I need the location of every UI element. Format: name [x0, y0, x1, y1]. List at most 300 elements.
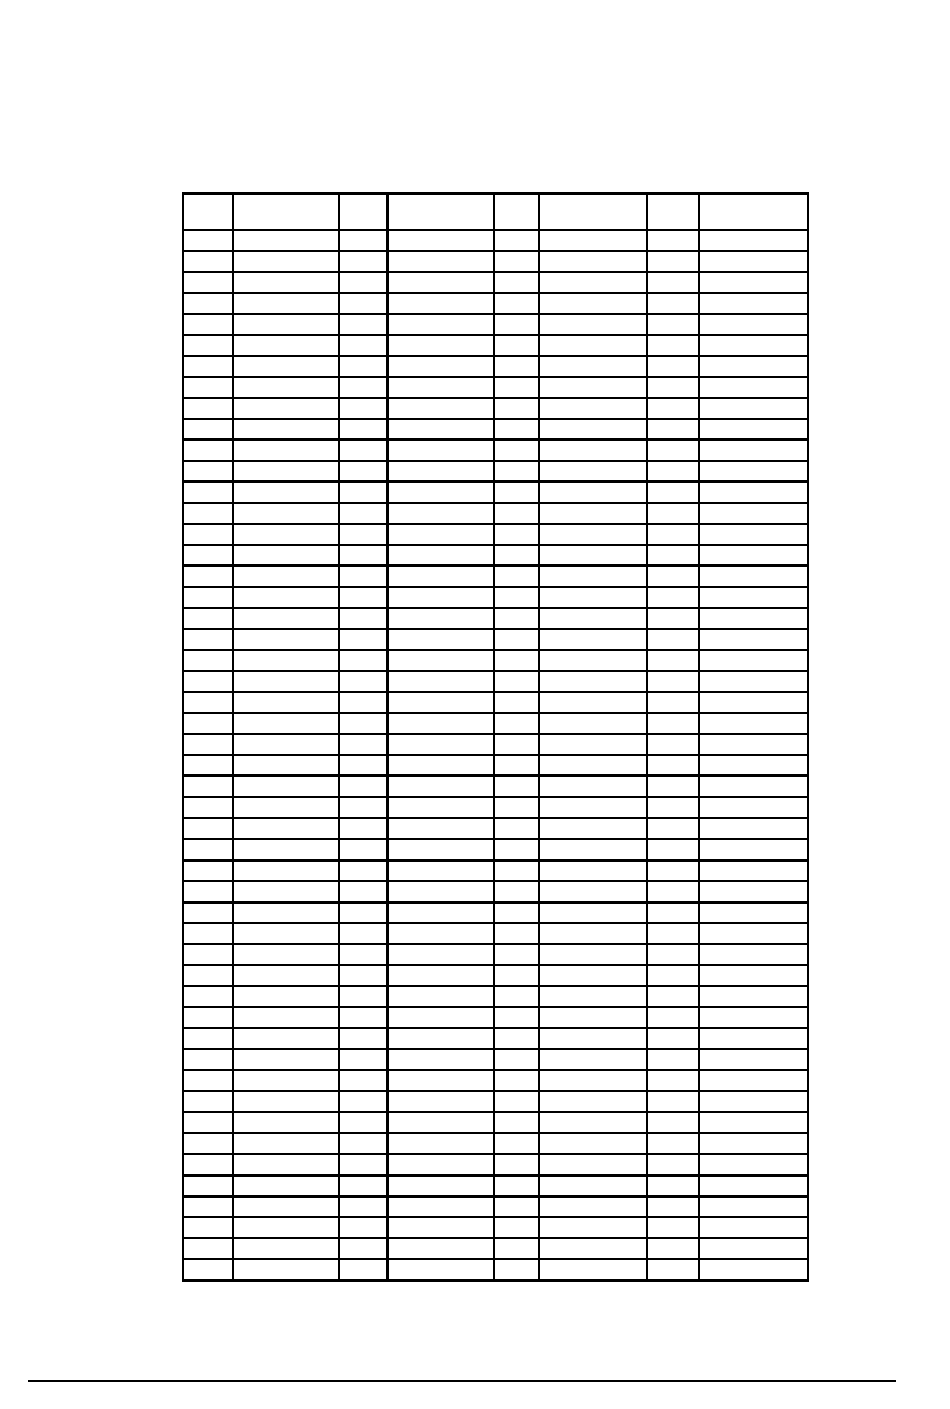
table-cell [539, 587, 647, 608]
table-cell [387, 1196, 494, 1217]
table-cell [387, 776, 494, 797]
table-cell [339, 608, 387, 629]
table-cell [647, 944, 699, 965]
table-cell [387, 1238, 494, 1259]
table-cell [699, 1196, 808, 1217]
table-cell [539, 461, 647, 482]
table-row [183, 1049, 808, 1070]
table-cell [539, 965, 647, 986]
table-cell [647, 251, 699, 272]
table-row [183, 986, 808, 1007]
table-cell [539, 1154, 647, 1175]
table-cell [699, 419, 808, 440]
table-cell [647, 398, 699, 419]
table-cell [494, 1217, 539, 1238]
table-cell [387, 650, 494, 671]
table-row [183, 734, 808, 755]
table-cell [699, 545, 808, 566]
table-cell [539, 545, 647, 566]
table-cell [699, 734, 808, 755]
table-cell [233, 608, 339, 629]
table-cell [183, 1196, 233, 1217]
table-cell [647, 755, 699, 776]
table-row [183, 1133, 808, 1154]
table-cell [183, 503, 233, 524]
table-cell [494, 503, 539, 524]
table-cell [387, 818, 494, 839]
table-row [183, 587, 808, 608]
table-cell [387, 1154, 494, 1175]
table-cell [339, 293, 387, 314]
table-cell [494, 230, 539, 251]
table-cell [494, 965, 539, 986]
table-cell [233, 587, 339, 608]
table-cell [387, 944, 494, 965]
table-cell [494, 944, 539, 965]
table-cell [647, 1154, 699, 1175]
table-cell [494, 671, 539, 692]
table-cell [183, 1133, 233, 1154]
table-row [183, 251, 808, 272]
table-cell [387, 251, 494, 272]
table-cell [339, 566, 387, 587]
table-cell [183, 566, 233, 587]
table-cell [339, 986, 387, 1007]
table-cell [494, 1259, 539, 1280]
table-cell [539, 566, 647, 587]
table-cell [647, 608, 699, 629]
table-cell [233, 440, 339, 461]
table-cell [647, 1238, 699, 1259]
table-cell [699, 1091, 808, 1112]
table-cell [233, 314, 339, 335]
table-cell [183, 1154, 233, 1175]
table-cell [647, 419, 699, 440]
table-cell [647, 314, 699, 335]
table-cell [339, 1154, 387, 1175]
table-cell [647, 734, 699, 755]
table-cell [183, 1217, 233, 1238]
table-cell [494, 1028, 539, 1049]
table-cell [387, 545, 494, 566]
table-cell [387, 881, 494, 902]
table-row [183, 629, 808, 650]
table-cell [339, 1112, 387, 1133]
table-cell [183, 398, 233, 419]
table-cell [339, 272, 387, 293]
table-cell [539, 356, 647, 377]
table-row [183, 902, 808, 923]
table-cell [183, 1259, 233, 1280]
table-cell [647, 818, 699, 839]
table-cell [494, 419, 539, 440]
table-row [183, 1091, 808, 1112]
table-cell [539, 230, 647, 251]
table-cell [183, 671, 233, 692]
table-cell [233, 1217, 339, 1238]
table-cell [647, 566, 699, 587]
table-cell [339, 902, 387, 923]
table-cell [233, 566, 339, 587]
table-cell [699, 1259, 808, 1280]
table-cell [183, 776, 233, 797]
table-cell [494, 1070, 539, 1091]
table-cell [699, 230, 808, 251]
table-cell [699, 1112, 808, 1133]
table-cell [647, 1049, 699, 1070]
table-cell [233, 713, 339, 734]
table-cell [647, 440, 699, 461]
table-cell [699, 713, 808, 734]
table-row [183, 293, 808, 314]
table-row [183, 755, 808, 776]
table-row [183, 608, 808, 629]
table-cell [183, 419, 233, 440]
table-cell [387, 692, 494, 713]
table-cell [699, 776, 808, 797]
table-cell [539, 860, 647, 881]
table-row [183, 1007, 808, 1028]
table-cell [387, 986, 494, 1007]
table-cell [233, 839, 339, 860]
table-cell [233, 1154, 339, 1175]
table-cell [699, 377, 808, 398]
table-cell [699, 965, 808, 986]
table-cell [183, 1112, 233, 1133]
table-cell [183, 629, 233, 650]
table-cell [233, 818, 339, 839]
table-cell [233, 1175, 339, 1196]
table-cell [183, 650, 233, 671]
table-cell [699, 1133, 808, 1154]
table-cell [699, 881, 808, 902]
table-cell [699, 986, 808, 1007]
table-cell [387, 419, 494, 440]
table-cell [183, 1070, 233, 1091]
table-cell [339, 398, 387, 419]
table-cell [387, 356, 494, 377]
table-cell [233, 629, 339, 650]
table-cell [339, 818, 387, 839]
table-row [183, 1217, 808, 1238]
table-cell [339, 755, 387, 776]
table-cell [699, 818, 808, 839]
table-cell [183, 482, 233, 503]
table-cell [233, 356, 339, 377]
table-cell [233, 251, 339, 272]
table-cell [339, 1007, 387, 1028]
table-cell [387, 1112, 494, 1133]
table-cell [339, 629, 387, 650]
table-cell [647, 377, 699, 398]
table-row [183, 335, 808, 356]
table-cell [494, 461, 539, 482]
table-cell [183, 545, 233, 566]
table-cell [339, 545, 387, 566]
table-cell [647, 650, 699, 671]
table-cell [699, 1154, 808, 1175]
table-cell [387, 923, 494, 944]
table-cell [494, 923, 539, 944]
table-cell [647, 1070, 699, 1091]
table-cell [339, 335, 387, 356]
table-cell [233, 377, 339, 398]
table-cell [494, 1238, 539, 1259]
table-cell [647, 1259, 699, 1280]
table-cell [233, 755, 339, 776]
table-row [183, 839, 808, 860]
table-cell [233, 398, 339, 419]
table-cell [183, 230, 233, 251]
table-row [183, 272, 808, 293]
table-cell [699, 566, 808, 587]
table-cell [494, 1175, 539, 1196]
table-cell [647, 293, 699, 314]
table-cell [339, 860, 387, 881]
table-cell [387, 293, 494, 314]
table-cell [233, 461, 339, 482]
table-cell [183, 923, 233, 944]
table-cell [494, 839, 539, 860]
table-cell [494, 1112, 539, 1133]
table-cell [647, 545, 699, 566]
table-row [183, 713, 808, 734]
table-cell [647, 1091, 699, 1112]
table-cell [339, 356, 387, 377]
table-cell [233, 419, 339, 440]
table-cell [233, 776, 339, 797]
table-cell [183, 1049, 233, 1070]
table-cell [233, 902, 339, 923]
table-cell [647, 965, 699, 986]
table-cell [539, 1238, 647, 1259]
table-row [183, 524, 808, 545]
table-cell [339, 314, 387, 335]
table-row [183, 461, 808, 482]
table-cell [387, 713, 494, 734]
table-cell [494, 755, 539, 776]
table-cell [647, 1133, 699, 1154]
table-row [183, 1175, 808, 1196]
table-cell [539, 923, 647, 944]
table-cell [339, 1217, 387, 1238]
table-cell [387, 524, 494, 545]
table-cell [183, 902, 233, 923]
table-body [183, 194, 808, 1281]
table-cell [183, 335, 233, 356]
table-cell [539, 1007, 647, 1028]
table-cell [339, 461, 387, 482]
table-cell [387, 377, 494, 398]
table-cell [183, 797, 233, 818]
table-cell [494, 818, 539, 839]
table-cell [494, 713, 539, 734]
table-cell [183, 1028, 233, 1049]
table-cell [494, 776, 539, 797]
table-cell [647, 272, 699, 293]
table-cell [339, 650, 387, 671]
table-cell [699, 692, 808, 713]
table-row [183, 1028, 808, 1049]
table-cell [647, 881, 699, 902]
table-cell [233, 650, 339, 671]
table-cell [183, 986, 233, 1007]
table-cell [539, 734, 647, 755]
table-cell [339, 713, 387, 734]
table-cell [339, 419, 387, 440]
table-cell [339, 965, 387, 986]
table-cell [699, 860, 808, 881]
table-cell [183, 272, 233, 293]
table-cell [699, 1028, 808, 1049]
table-cell [387, 1007, 494, 1028]
table-cell [233, 503, 339, 524]
table-cell [494, 629, 539, 650]
table-cell [647, 839, 699, 860]
table-cell [494, 377, 539, 398]
table-cell [699, 440, 808, 461]
table-cell [339, 923, 387, 944]
table-row [183, 1070, 808, 1091]
table-row [183, 944, 808, 965]
header-cell [183, 194, 233, 230]
table-cell [183, 314, 233, 335]
table-cell [387, 839, 494, 860]
table-cell [699, 1238, 808, 1259]
table-row [183, 797, 808, 818]
table-cell [647, 797, 699, 818]
table-cell [539, 293, 647, 314]
table-cell [387, 587, 494, 608]
table-cell [183, 839, 233, 860]
table-cell [233, 1259, 339, 1280]
table-cell [647, 629, 699, 650]
table-cell [494, 692, 539, 713]
table-row [183, 1112, 808, 1133]
table-cell [647, 1175, 699, 1196]
table-cell [539, 902, 647, 923]
table-cell [387, 1091, 494, 1112]
table-cell [647, 230, 699, 251]
table-cell [494, 797, 539, 818]
table-cell [494, 1007, 539, 1028]
table-cell [339, 839, 387, 860]
table-cell [539, 692, 647, 713]
table-cell [494, 272, 539, 293]
table-cell [647, 482, 699, 503]
table-cell [339, 482, 387, 503]
table-cell [233, 335, 339, 356]
table-cell [233, 482, 339, 503]
table-cell [647, 1007, 699, 1028]
table-row [183, 923, 808, 944]
table-cell [233, 293, 339, 314]
table-cell [183, 524, 233, 545]
table-cell [387, 1259, 494, 1280]
table-row [183, 440, 808, 461]
table-cell [183, 860, 233, 881]
table-cell [699, 923, 808, 944]
table-cell [387, 440, 494, 461]
table-cell [183, 461, 233, 482]
table-cell [647, 860, 699, 881]
table-cell [233, 923, 339, 944]
table-cell [539, 1028, 647, 1049]
table-row [183, 482, 808, 503]
table-cell [387, 314, 494, 335]
table-cell [539, 503, 647, 524]
table-cell [699, 398, 808, 419]
table-cell [339, 440, 387, 461]
table-cell [699, 503, 808, 524]
table-cell [539, 272, 647, 293]
header-cell [387, 194, 494, 230]
table-cell [339, 1091, 387, 1112]
table-cell [233, 1238, 339, 1259]
table-row [183, 503, 808, 524]
table-cell [494, 734, 539, 755]
table-cell [539, 524, 647, 545]
table-cell [494, 566, 539, 587]
table-cell [387, 482, 494, 503]
table-cell [339, 1070, 387, 1091]
table-row [183, 1238, 808, 1259]
table-cell [699, 356, 808, 377]
table-cell [647, 1028, 699, 1049]
table-cell [387, 1133, 494, 1154]
table-row [183, 965, 808, 986]
table-cell [494, 398, 539, 419]
table-cell [183, 944, 233, 965]
table-cell [494, 881, 539, 902]
table-cell [494, 440, 539, 461]
table-cell [387, 230, 494, 251]
table-cell [183, 251, 233, 272]
table-cell [387, 461, 494, 482]
table-cell [387, 1028, 494, 1049]
table-cell [647, 1112, 699, 1133]
table-cell [233, 1133, 339, 1154]
table-cell [699, 461, 808, 482]
table-cell [494, 293, 539, 314]
table-cell [647, 587, 699, 608]
table-cell [494, 608, 539, 629]
table-cell [387, 797, 494, 818]
table-cell [183, 881, 233, 902]
table-row [183, 818, 808, 839]
table-cell [699, 1070, 808, 1091]
table-cell [387, 272, 494, 293]
table-row [183, 356, 808, 377]
table-cell [183, 1007, 233, 1028]
table-cell [339, 1259, 387, 1280]
table-row [183, 776, 808, 797]
table-cell [539, 398, 647, 419]
table-cell [494, 860, 539, 881]
table-cell [647, 524, 699, 545]
table-cell [699, 629, 808, 650]
table-cell [233, 1196, 339, 1217]
table-cell [539, 650, 647, 671]
table-cell [699, 272, 808, 293]
table-cell [494, 1091, 539, 1112]
table-row [183, 692, 808, 713]
table-cell [539, 776, 647, 797]
table-cell [387, 860, 494, 881]
table-cell [539, 419, 647, 440]
table-cell [233, 671, 339, 692]
table-cell [647, 356, 699, 377]
